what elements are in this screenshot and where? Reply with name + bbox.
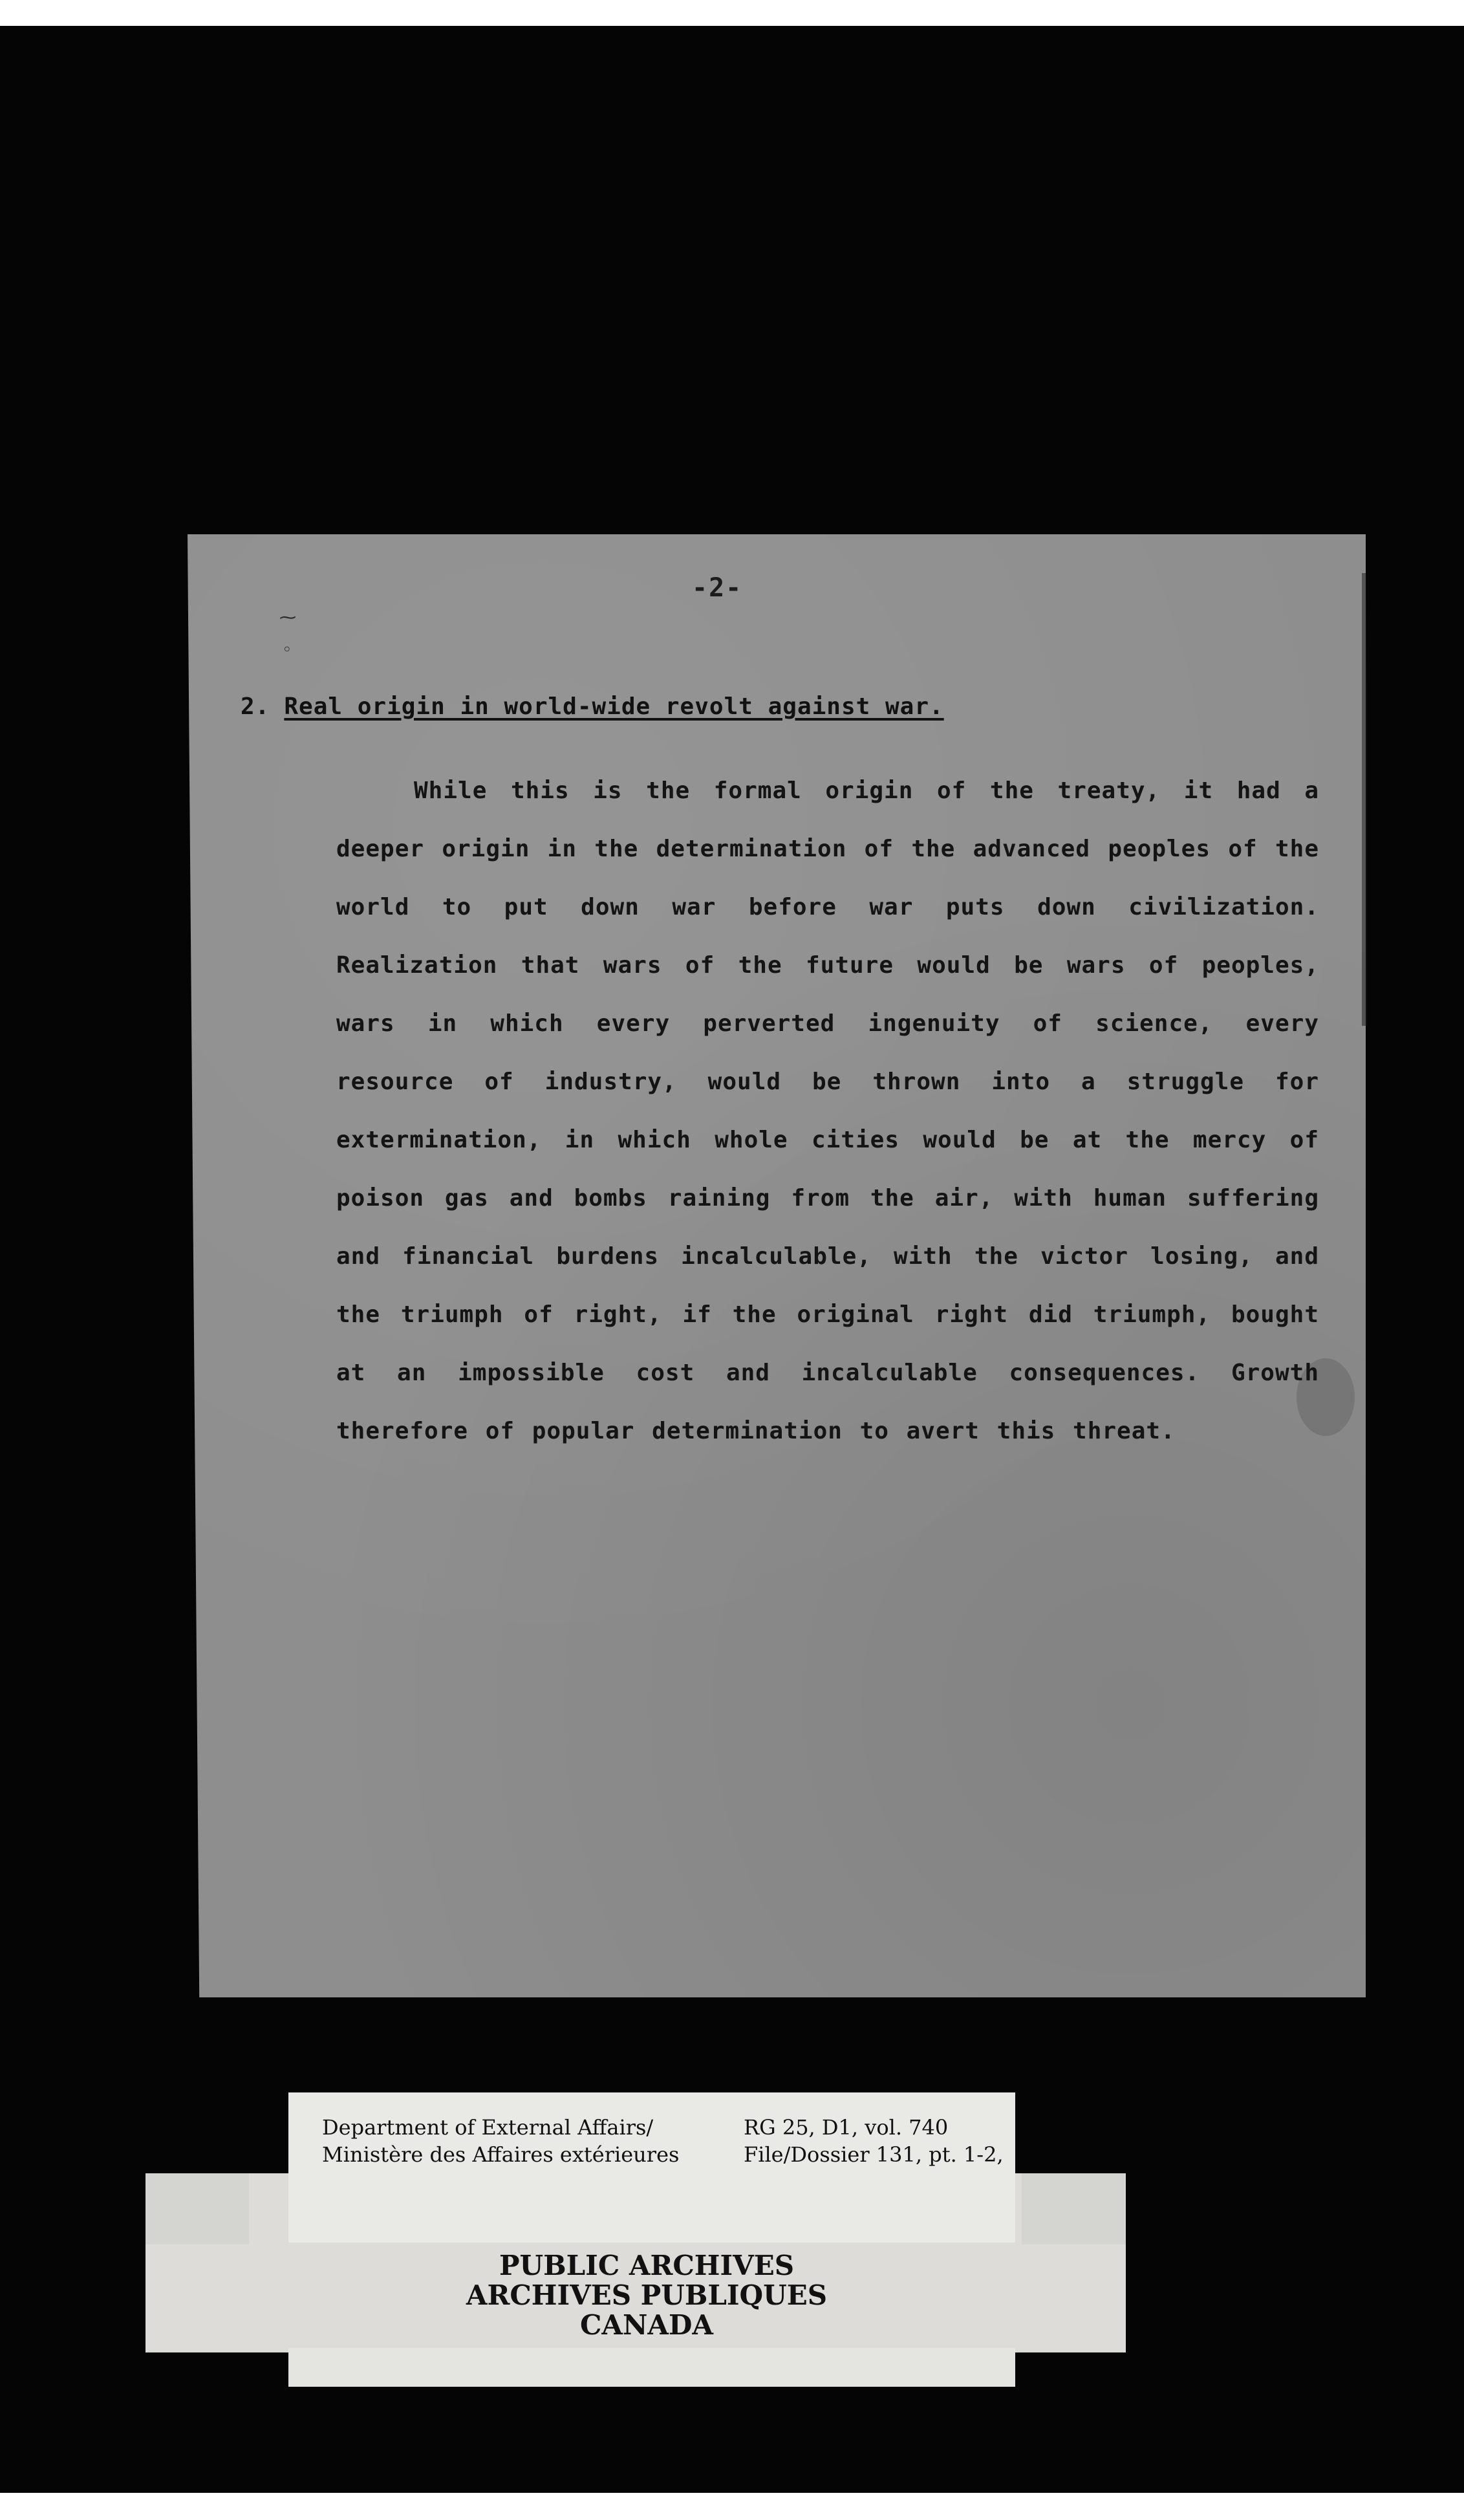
department-label (322, 2114, 679, 2168)
archives-stamp-english: PUBLIC ARCHIVES (499, 2250, 795, 2281)
margin-mark-second: ◦ (282, 640, 292, 660)
archive-label-right-tab (1022, 2173, 1126, 2244)
section-number: 2. (241, 693, 270, 720)
archive-label-bottom (288, 2348, 1015, 2387)
body-paragraph: While this is the formal origin of the treaty, it had a deeper origin in the determination of the advanced peoples of the world to put down war before war puts down civilization. Realization that wars of the future would be wars of peoples, wars in which every perverted ingenuity of science, every resource of industry, would be thrown into a struggle for extermination, in which whole cities would be at the mercy of poison gas and bombs raining from the air, with human suffering and financial burdens incalculable, with the victor losing, and the triumph of right, if the original right did triumph, bought at an impossible cost and incalculable consequences. Growth therefore of popular determination to avert this threat. (336, 777, 1319, 1444)
margin-mark-top: ⁓ (279, 608, 296, 627)
reference-file: File/Dossier 131, pt. 1-2, (744, 2142, 1004, 2167)
page-number: -2- (692, 573, 743, 603)
section-heading (241, 693, 944, 720)
archives-stamp (453, 2251, 841, 2340)
department-english: Department of External Affairs/ (322, 2115, 654, 2140)
page-edge-shadow (1362, 573, 1367, 1026)
section-title: Real origin in world-wide revolt against war. (284, 693, 944, 720)
body-paragraph-container (336, 762, 1319, 1461)
reference-label (744, 2114, 1004, 2168)
department-french: Ministère des Affaires extérieures (322, 2142, 680, 2167)
archives-stamp-country: CANADA (579, 2309, 713, 2341)
archive-label-left-tab (145, 2173, 249, 2244)
reference-volume: RG 25, D1, vol. 740 (744, 2115, 949, 2140)
archives-stamp-french: ARCHIVES PUBLIQUES (466, 2279, 828, 2311)
